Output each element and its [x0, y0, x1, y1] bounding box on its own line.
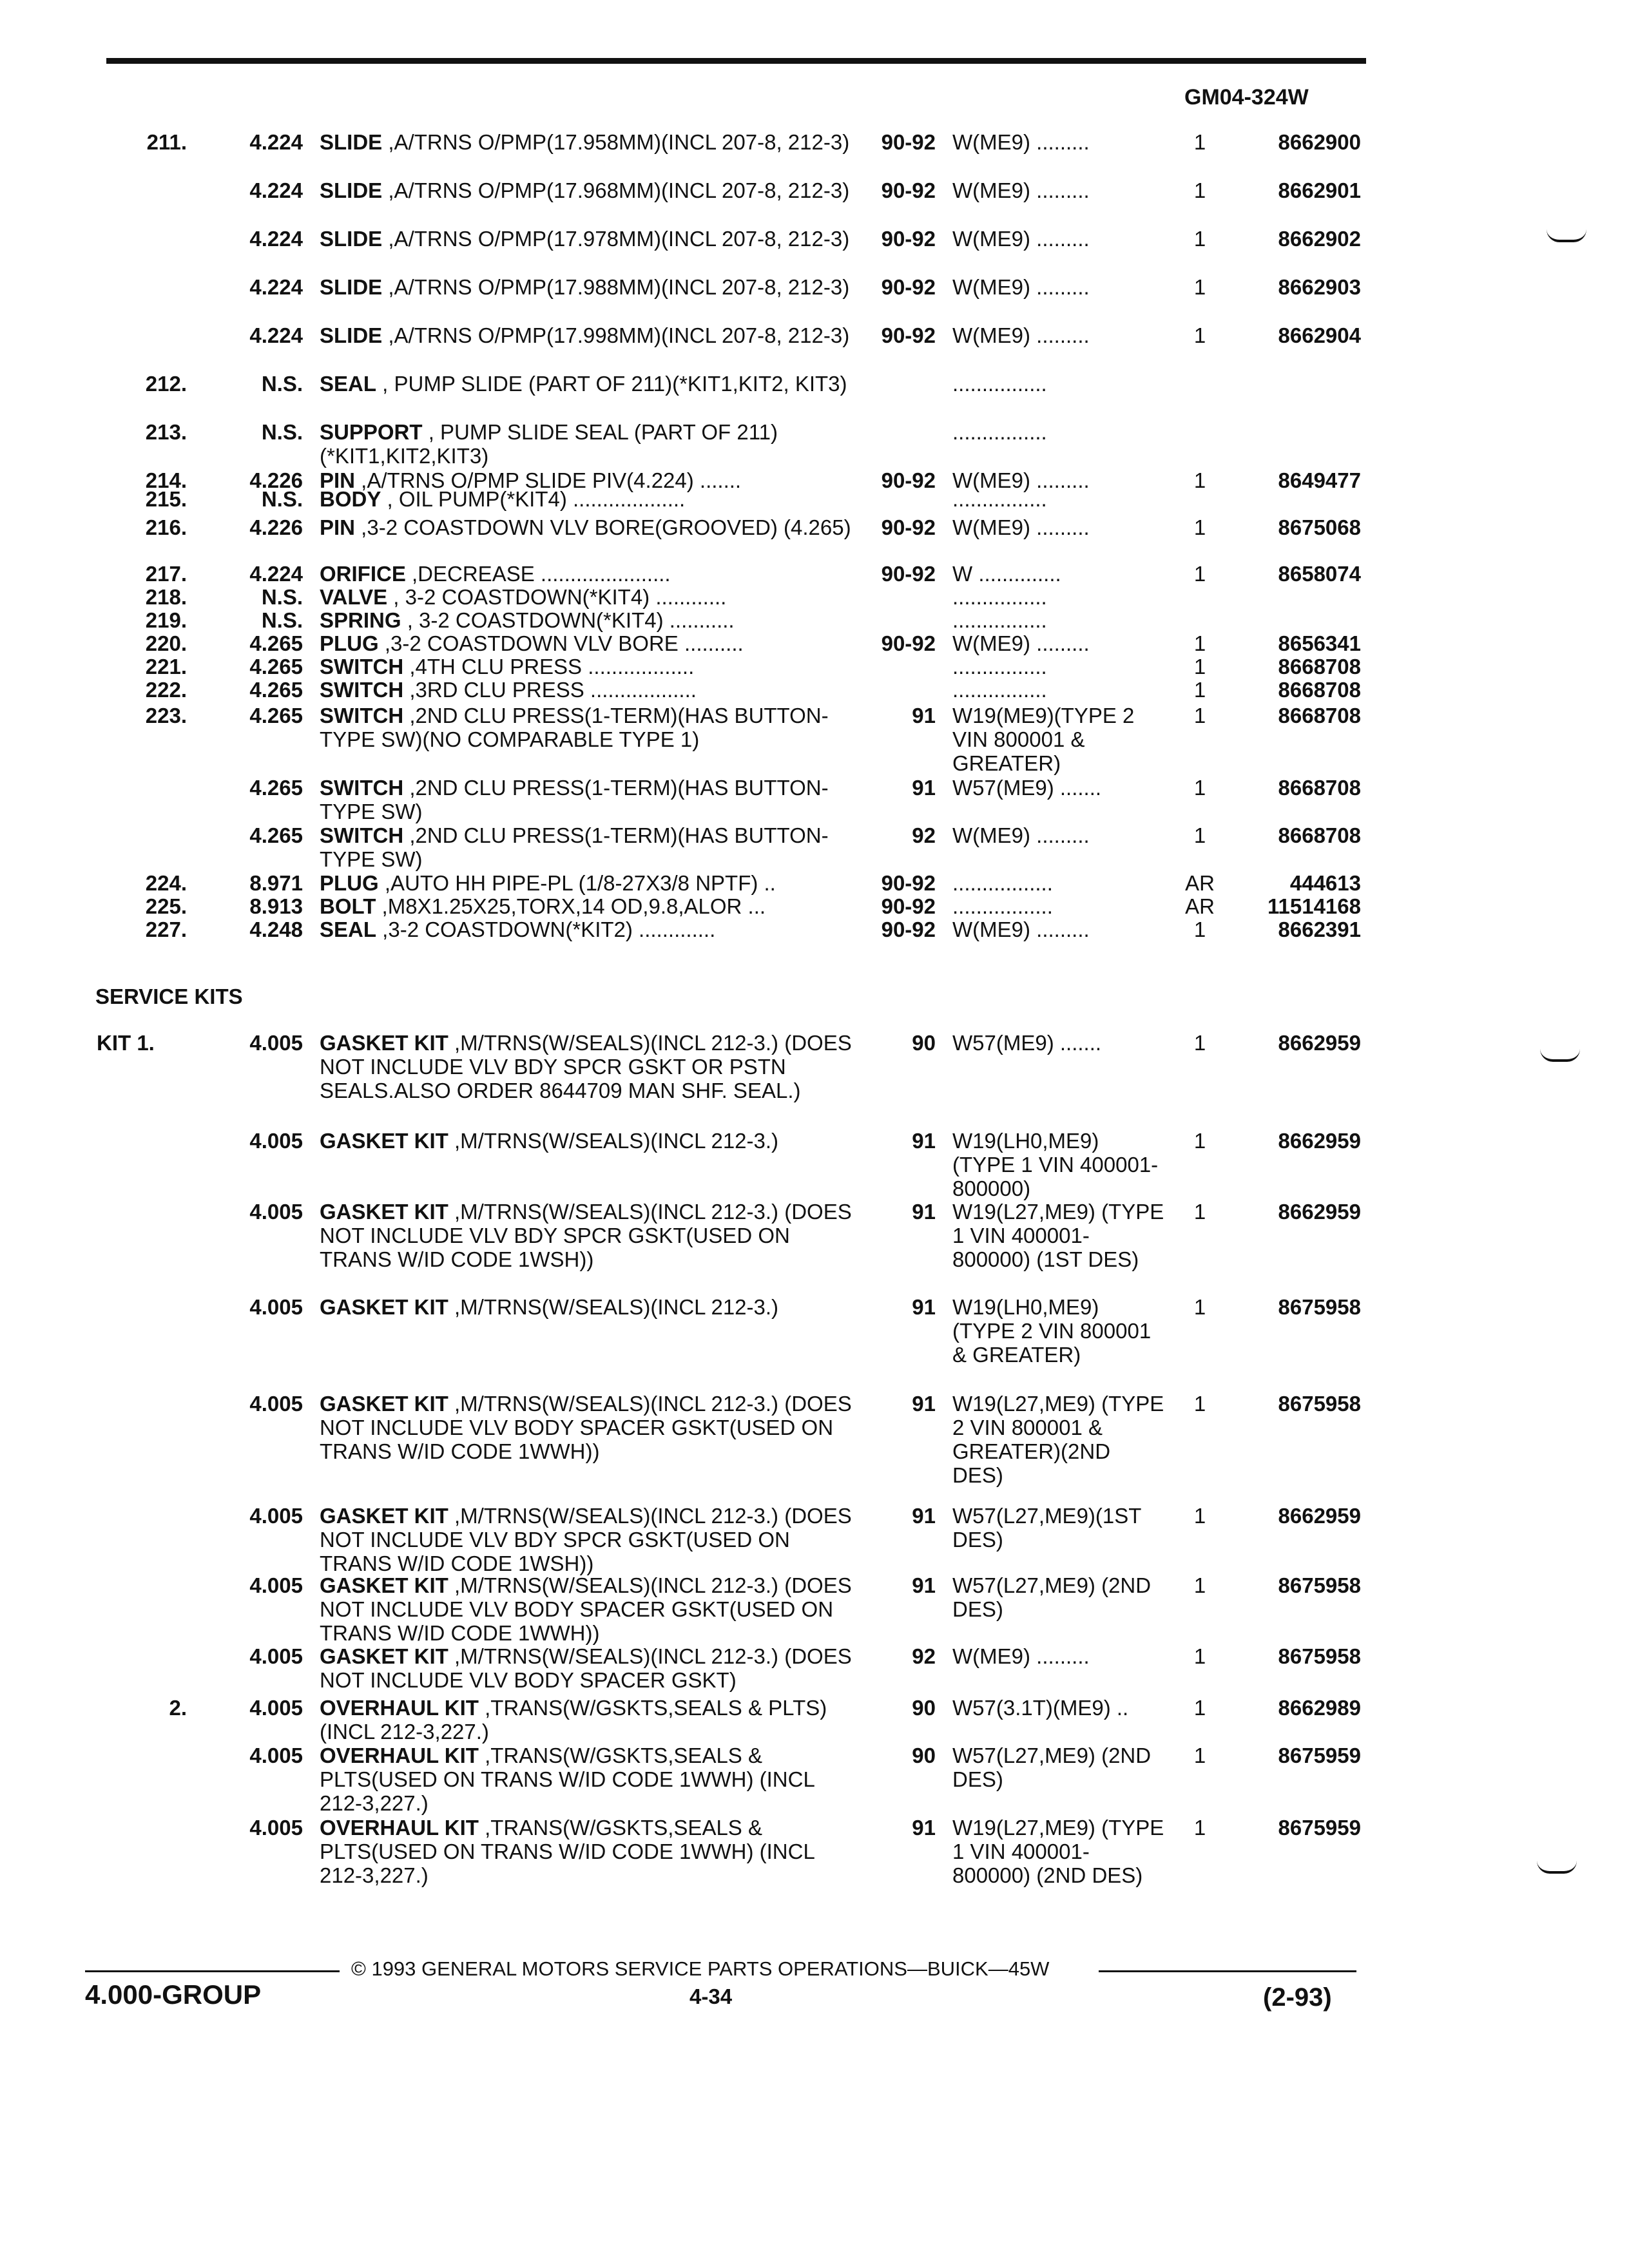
description	[320, 1129, 854, 1153]
quantity: 1	[1193, 1744, 1206, 1767]
group-number: N.S.	[261, 372, 303, 396]
model-code: W(ME9) .........	[952, 515, 1090, 539]
footer-rule-right	[1099, 1970, 1356, 1972]
model-code: W(ME9) .........	[952, 178, 1090, 202]
model-code: W(ME9) .........	[952, 275, 1090, 299]
part-number: 8662959	[1278, 1031, 1361, 1055]
description	[320, 871, 854, 895]
description	[320, 420, 854, 468]
part-number: 8662989	[1278, 1696, 1361, 1720]
description	[320, 655, 854, 678]
part-name: GASKET KIT	[320, 1295, 448, 1319]
part-detail: ,3-2 COASTDOWN(*KIT2) .............	[376, 918, 716, 941]
model-code: W19(LH0,ME9) (TYPE 2 VIN 800001 & GREATER)	[952, 1295, 1152, 1367]
part-name: PIN	[320, 515, 356, 539]
part-detail: ,TRANS(W/GSKTS,SEALS & PLTS)(INCL 212-3,227.)	[320, 1696, 827, 1744]
part-name: SWITCH	[320, 704, 404, 727]
model-year: 90-92	[881, 227, 936, 251]
part-detail: ,M/TRNS(W/SEALS)(INCL 212-3.) (DOES NOT INCLUDE VLV BDY SPCR GSKT(USED ON TRANS W/ID CODE 1WSH))	[320, 1200, 852, 1271]
model-year: 91	[912, 1573, 936, 1597]
model-year: 92	[912, 823, 936, 847]
footer-copyright: © 1993 GENERAL MOTORS SERVICE PARTS OPERATIONS—BUICK—45W	[351, 1957, 1050, 1980]
quantity: 1	[1193, 655, 1206, 678]
model-year: 90	[912, 1744, 936, 1767]
item-number: 218.	[145, 585, 187, 609]
model-year: 91	[912, 1816, 936, 1840]
part-detail: ,A/TRNS O/PMP(17.998MM)(INCL 207-8, 212-3)	[382, 323, 850, 347]
group-number: 4.005	[249, 1295, 303, 1319]
model-year: 90-92	[881, 130, 936, 154]
quantity: AR	[1185, 894, 1215, 918]
description	[320, 823, 854, 871]
description	[320, 487, 854, 511]
quantity: 1	[1193, 227, 1206, 251]
quantity: 1	[1193, 776, 1206, 800]
part-number: 8668708	[1278, 704, 1361, 727]
model-year: 91	[912, 704, 936, 727]
quantity: 1	[1193, 323, 1206, 347]
group-number: 4.265	[249, 776, 303, 800]
model-code: W19(LH0,ME9) (TYPE 1 VIN 400001-800000)	[952, 1129, 1159, 1200]
part-number: 8675959	[1278, 1816, 1361, 1840]
description	[320, 1504, 854, 1575]
part-number: 8662900	[1278, 130, 1361, 154]
document-code: GM04-324W	[1184, 85, 1309, 110]
part-number: 8662959	[1278, 1200, 1361, 1224]
part-detail: ,M/TRNS(W/SEALS)(INCL 212-3.)	[448, 1295, 779, 1319]
part-name: OVERHAUL KIT	[320, 1816, 479, 1840]
group-number: 4.265	[249, 678, 303, 702]
description	[320, 894, 854, 918]
model-year: 90-92	[881, 562, 936, 586]
margin-tick-mark	[1540, 1049, 1580, 1062]
part-number: 8662391	[1278, 918, 1361, 941]
model-code: ................	[952, 372, 1047, 396]
description	[320, 1392, 854, 1463]
model-year: 90	[912, 1031, 936, 1055]
model-code: W ..............	[952, 562, 1061, 586]
part-detail: ,A/TRNS O/PMP(17.978MM)(INCL 207-8, 212-3)	[382, 227, 850, 251]
part-detail: , PUMP SLIDE SEAL (PART OF 211) (*KIT1,KIT2,KIT3)	[320, 420, 778, 468]
part-number: 8668708	[1278, 655, 1361, 678]
footer-rule-left	[85, 1970, 340, 1972]
group-number: N.S.	[261, 585, 303, 609]
model-code: ................	[952, 655, 1047, 678]
quantity: 1	[1193, 468, 1206, 492]
part-detail: ,2ND CLU PRESS(1-TERM)(HAS BUTTON-TYPE SW)(NO COMPARABLE TYPE 1)	[320, 704, 829, 751]
part-number: 8668708	[1278, 678, 1361, 702]
footer-page-number: 4-34	[689, 1984, 733, 2008]
item-number: 211.	[146, 130, 187, 154]
model-code: W57(ME9) .......	[952, 1031, 1102, 1055]
part-detail: ,M/TRNS(W/SEALS)(INCL 212-3.) (DOES NOT INCLUDE VLV BDY SPCR GSKT(USED ON TRANS W/ID CODE 1WSH))	[320, 1504, 852, 1575]
part-number: 8675068	[1278, 515, 1361, 539]
group-number: 4.224	[249, 562, 303, 586]
description	[320, 1573, 854, 1645]
quantity: 1	[1193, 515, 1206, 539]
quantity: 1	[1193, 678, 1206, 702]
part-name: SWITCH	[320, 678, 404, 702]
model-code: W(ME9) .........	[952, 468, 1090, 492]
description	[320, 1295, 854, 1319]
model-year: 90-92	[881, 515, 936, 539]
description	[320, 323, 854, 347]
part-detail: ,2ND CLU PRESS(1-TERM)(HAS BUTTON-TYPE SW)	[320, 776, 829, 823]
description	[320, 704, 854, 751]
group-number: N.S.	[261, 608, 303, 632]
group-number: 4.005	[249, 1129, 303, 1153]
description	[320, 562, 854, 586]
part-name: ORIFICE	[320, 562, 406, 586]
part-detail: ,M/TRNS(W/SEALS)(INCL 212-3.) (DOES NOT INCLUDE VLV BODY SPACER GSKT(USED ON TRANS W/ID CODE 1WWH))	[320, 1573, 852, 1645]
item-number: 224.	[145, 871, 187, 895]
model-code: W57(L27,ME9) (2ND DES)	[952, 1573, 1152, 1621]
description	[320, 608, 854, 632]
model-year: 91	[912, 1295, 936, 1319]
part-detail: , 3-2 COASTDOWN(*KIT4) ............	[387, 585, 727, 609]
service-kits-heading: SERVICE KITS	[95, 985, 243, 1008]
group-number: 4.224	[249, 275, 303, 299]
group-number: 4.265	[249, 704, 303, 727]
group-number: 4.265	[249, 655, 303, 678]
margin-tick-mark	[1537, 1861, 1577, 1874]
model-year: 91	[912, 1504, 936, 1528]
part-name: GASKET KIT	[320, 1129, 448, 1153]
part-number: 8656341	[1278, 631, 1361, 655]
part-name: GASKET KIT	[320, 1504, 448, 1528]
description	[320, 515, 854, 539]
quantity: 1	[1193, 1031, 1206, 1055]
group-number: N.S.	[261, 420, 303, 444]
top-rule	[106, 58, 1366, 64]
model-year: 90-92	[881, 894, 936, 918]
model-year: 91	[912, 1200, 936, 1224]
quantity: 1	[1193, 823, 1206, 847]
item-number: 2.	[169, 1696, 187, 1720]
part-name: OVERHAUL KIT	[320, 1744, 479, 1767]
model-year: 90-92	[881, 323, 936, 347]
part-name: GASKET KIT	[320, 1392, 448, 1416]
description	[320, 585, 854, 609]
description	[320, 372, 854, 396]
quantity: 1	[1193, 130, 1206, 154]
part-detail: ,A/TRNS O/PMP(17.968MM)(INCL 207-8, 212-3)	[382, 178, 850, 202]
item-number: 225.	[145, 894, 187, 918]
part-detail: ,AUTO HH PIPE-PL (1/8-27X3/8 NPTF) ..	[378, 871, 776, 895]
part-name: SWITCH	[320, 776, 404, 800]
group-number: 4.224	[249, 178, 303, 202]
model-code: ................	[952, 585, 1047, 609]
model-code: W19(L27,ME9) (TYPE 2 VIN 800001 & GREATER)(2ND DES)	[952, 1392, 1164, 1487]
item-number: 215.	[145, 487, 187, 511]
item-number: 219.	[145, 608, 187, 632]
part-detail: ,M/TRNS(W/SEALS)(INCL 212-3.) (DOES NOT INCLUDE VLV BODY SPACER GSKT)	[320, 1644, 852, 1692]
group-number: 4.224	[249, 130, 303, 154]
quantity: 1	[1193, 1644, 1206, 1668]
model-year: 90-92	[881, 631, 936, 655]
description	[320, 776, 854, 823]
margin-tick-mark	[1547, 229, 1586, 242]
group-number: 4.005	[249, 1744, 303, 1767]
model-code: W57(3.1T)(ME9) ..	[952, 1696, 1129, 1720]
model-year: 90	[912, 1696, 936, 1720]
part-number: 8675958	[1278, 1644, 1361, 1668]
part-number: 8668708	[1278, 776, 1361, 800]
group-number: 4.226	[249, 468, 303, 492]
part-name: SLIDE	[320, 227, 383, 251]
part-name: SLIDE	[320, 275, 383, 299]
part-name: SEAL	[320, 372, 377, 396]
group-number: 4.265	[249, 823, 303, 847]
part-name: SLIDE	[320, 178, 383, 202]
part-number: 8662902	[1278, 227, 1361, 251]
group-number: 4.265	[249, 631, 303, 655]
item-number: 222.	[145, 678, 187, 702]
part-name: SLIDE	[320, 323, 383, 347]
part-name: OVERHAUL KIT	[320, 1696, 479, 1720]
model-year: 90-92	[881, 918, 936, 941]
part-number: 8658074	[1278, 562, 1361, 586]
group-number: 4.005	[249, 1200, 303, 1224]
part-name: GASKET KIT	[320, 1031, 448, 1055]
model-code: ................	[952, 608, 1047, 632]
item-number: 217.	[145, 562, 187, 586]
part-number: 8649477	[1278, 468, 1361, 492]
model-year: 90-92	[881, 275, 936, 299]
part-detail: , 3-2 COASTDOWN(*KIT4) ...........	[401, 608, 735, 632]
model-year: 90-92	[881, 468, 936, 492]
part-name: SUPPORT	[320, 420, 423, 444]
part-name: SWITCH	[320, 655, 404, 678]
model-code: W(ME9) .........	[952, 918, 1090, 941]
item-number: 227.	[145, 918, 187, 941]
group-number: 4.005	[249, 1392, 303, 1416]
part-number: 8662903	[1278, 275, 1361, 299]
part-detail: ,TRANS(W/GSKTS,SEALS & PLTS(USED ON TRANS W/ID CODE 1WWH) (INCL 212-3,227.)	[320, 1816, 815, 1887]
description	[320, 227, 854, 251]
quantity: 1	[1193, 562, 1206, 586]
description	[320, 1200, 854, 1271]
part-name: SWITCH	[320, 823, 404, 847]
model-year: 91	[912, 1129, 936, 1153]
item-number: 213.	[145, 420, 187, 444]
group-number: 4.248	[249, 918, 303, 941]
footer-group: 4.000-GROUP	[85, 1979, 262, 2010]
item-number: 214.	[145, 468, 187, 492]
quantity: 1	[1193, 178, 1206, 202]
quantity: 1	[1193, 1295, 1206, 1319]
part-detail: ,3-2 COASTDOWN VLV BORE ..........	[378, 631, 744, 655]
group-number: 4.224	[249, 323, 303, 347]
description	[320, 631, 854, 655]
part-number: 8675958	[1278, 1392, 1361, 1416]
group-number: 8.971	[249, 871, 303, 895]
part-detail: ,4TH CLU PRESS ..................	[403, 655, 695, 678]
part-detail: ,M/TRNS(W/SEALS)(INCL 212-3.)	[448, 1129, 779, 1153]
part-name: PLUG	[320, 631, 379, 655]
description	[320, 1816, 854, 1887]
part-detail: ,3RD CLU PRESS ..................	[403, 678, 697, 702]
part-detail: ,M/TRNS(W/SEALS)(INCL 212-3.) (DOES NOT INCLUDE VLV BDY SPCR GSKT OR PSTN SEALS.ALSO ORDER 8644709 MAN SHF. SEAL.)	[320, 1031, 852, 1102]
part-number: 8675958	[1278, 1295, 1361, 1319]
item-number: 221.	[145, 655, 187, 678]
model-code: W19(ME9)(TYPE 2 VIN 800001 & GREATER)	[952, 704, 1135, 775]
group-number: N.S.	[261, 487, 303, 511]
model-code: W(ME9) .........	[952, 130, 1090, 154]
quantity: AR	[1185, 871, 1215, 895]
part-number: 8675958	[1278, 1573, 1361, 1597]
quantity: 1	[1193, 918, 1206, 941]
part-number: 8662904	[1278, 323, 1361, 347]
model-code: W57(ME9) .......	[952, 776, 1102, 800]
model-year: 90-92	[881, 871, 936, 895]
quantity: 1	[1193, 1200, 1206, 1224]
model-code: W57(L27,ME9) (2ND DES)	[952, 1744, 1152, 1791]
model-year: 91	[912, 1392, 936, 1416]
part-name: BODY	[320, 487, 381, 511]
group-number: 4.005	[249, 1696, 303, 1720]
model-code: W(ME9) .........	[952, 227, 1090, 251]
description	[320, 1644, 854, 1692]
description	[320, 178, 854, 202]
item-number: 212.	[145, 372, 187, 396]
quantity: 1	[1193, 704, 1206, 727]
model-code: W19(L27,ME9) (TYPE 1 VIN 400001-800000) (1ST DES)	[952, 1200, 1164, 1271]
group-number: 4.224	[249, 227, 303, 251]
part-number: 8662959	[1278, 1129, 1361, 1153]
part-name: VALVE	[320, 585, 388, 609]
model-year: 92	[912, 1644, 936, 1668]
part-detail: ,TRANS(W/GSKTS,SEALS & PLTS(USED ON TRANS W/ID CODE 1WWH) (INCL 212-3,227.)	[320, 1744, 815, 1815]
part-detail: ,A/TRNS O/PMP(17.958MM)(INCL 207-8, 212-3)	[382, 130, 850, 154]
part-detail: ,2ND CLU PRESS(1-TERM)(HAS BUTTON-TYPE SW)	[320, 823, 829, 871]
part-number: 8662959	[1278, 1504, 1361, 1528]
part-detail: , PUMP SLIDE (PART OF 211)(*KIT1,KIT2, KIT3)	[376, 372, 847, 396]
part-detail: ,DECREASE ......................	[405, 562, 671, 586]
part-number: 8668708	[1278, 823, 1361, 847]
group-number: 8.913	[249, 894, 303, 918]
part-number: 8675959	[1278, 1744, 1361, 1767]
model-code: ................	[952, 420, 1047, 444]
item-number: 216.	[145, 515, 187, 539]
part-name: GASKET KIT	[320, 1200, 448, 1224]
model-code: W(ME9) .........	[952, 323, 1090, 347]
part-name: GASKET KIT	[320, 1573, 448, 1597]
quantity: 1	[1193, 1816, 1206, 1840]
part-detail: ,M/TRNS(W/SEALS)(INCL 212-3.) (DOES NOT INCLUDE VLV BODY SPACER GSKT(USED ON TRANS W/ID CODE 1WWH))	[320, 1392, 852, 1463]
quantity: 1	[1193, 1392, 1206, 1416]
description	[320, 918, 854, 941]
part-name: GASKET KIT	[320, 1644, 448, 1668]
quantity: 1	[1193, 1129, 1206, 1153]
quantity: 1	[1193, 1696, 1206, 1720]
model-year: 90-92	[881, 178, 936, 202]
description	[320, 1696, 854, 1744]
quantity: 1	[1193, 1573, 1206, 1597]
description	[320, 130, 854, 154]
model-code: W(ME9) .........	[952, 823, 1090, 847]
description	[320, 275, 854, 299]
item-number: KIT 1.	[97, 1031, 155, 1055]
part-name: SEAL	[320, 918, 377, 941]
quantity: 1	[1193, 275, 1206, 299]
part-detail: ,A/TRNS O/PMP SLIDE PIV(4.224) .......	[355, 468, 742, 492]
model-code: W(ME9) .........	[952, 1644, 1090, 1668]
model-code: W19(L27,ME9) (TYPE 1 VIN 400001-800000) (2ND DES)	[952, 1816, 1164, 1887]
part-name: BOLT	[320, 894, 376, 918]
group-number: 4.005	[249, 1573, 303, 1597]
group-number: 4.005	[249, 1816, 303, 1840]
group-number: 4.005	[249, 1031, 303, 1055]
part-name: PIN	[320, 468, 356, 492]
part-name: SPRING	[320, 608, 401, 632]
group-number: 4.005	[249, 1644, 303, 1668]
part-number: 8662901	[1278, 178, 1361, 202]
part-detail: ,M8X1.25X25,TORX,14 OD,9.8,ALOR ...	[376, 894, 766, 918]
description	[320, 1744, 854, 1815]
part-detail: , OIL PUMP(*KIT4) ...................	[381, 487, 686, 511]
model-code: W57(L27,ME9)(1ST DES)	[952, 1504, 1141, 1552]
quantity: 1	[1193, 1504, 1206, 1528]
part-name: PLUG	[320, 871, 379, 895]
item-number: 223.	[145, 704, 187, 727]
part-detail: ,3-2 COASTDOWN VLV BORE(GROOVED) (4.265)	[355, 515, 851, 539]
model-code: .................	[952, 871, 1053, 895]
part-name: SLIDE	[320, 130, 383, 154]
group-number: 4.226	[249, 515, 303, 539]
footer-date: (2-93)	[1263, 1983, 1332, 2012]
model-code: .................	[952, 894, 1053, 918]
group-number: 4.005	[249, 1504, 303, 1528]
item-number: 220.	[145, 631, 187, 655]
model-year: 91	[912, 776, 936, 800]
part-detail: ,A/TRNS O/PMP(17.988MM)(INCL 207-8, 212-3)	[382, 275, 850, 299]
quantity: 1	[1193, 631, 1206, 655]
description	[320, 1031, 854, 1102]
part-number: 444613	[1289, 871, 1361, 895]
part-number: 11514168	[1267, 894, 1361, 918]
model-code: ................	[952, 678, 1047, 702]
description	[320, 678, 854, 702]
model-code: W(ME9) .........	[952, 631, 1090, 655]
model-code: ................	[952, 487, 1047, 511]
